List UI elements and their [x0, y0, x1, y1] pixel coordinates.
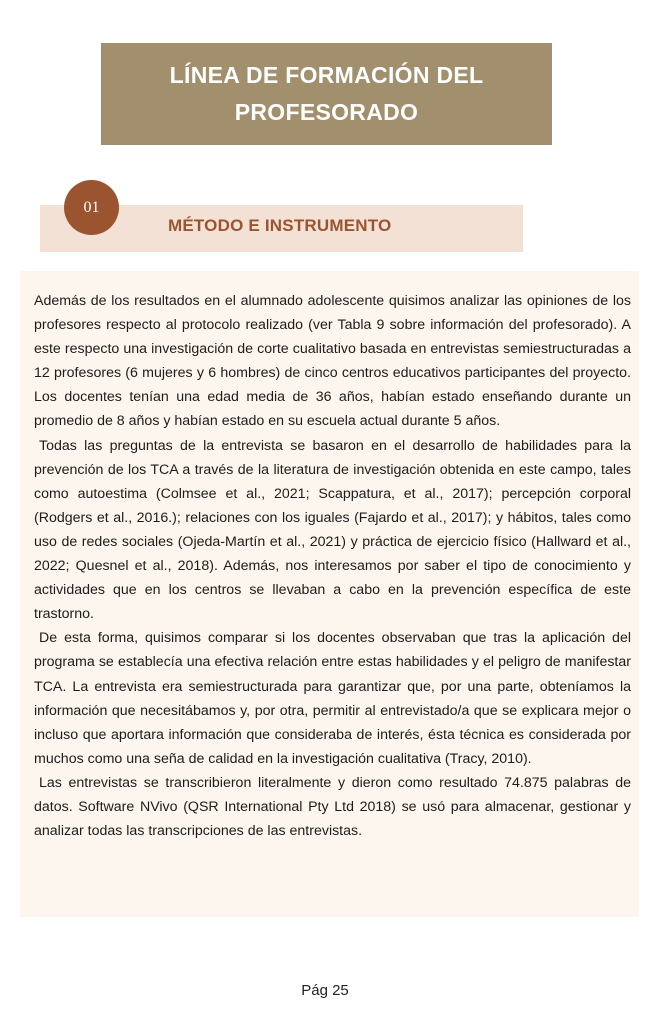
page-title-line1: LÍNEA DE FORMACIÓN DEL — [169, 62, 484, 88]
paragraph-3: De esta forma, quisimos comparar si los docentes observaban que tras la aplicación del programa se establecía una efectiva relación entre estas habilidades y el peligro de manifestar TCA. La entrevista era semiestructurada para garantizar que, por una parte, obteníamos la información que necesitábamos y, por otra, permitir al entrevistado/a que se explicara mejor o incluso que aportara información que consideraba de interés, ésta técnica es considerada por muchos como una seña de calidad en la investigación cualitativa (Tracy, 2010). — [34, 630, 631, 767]
paragraph-1: Además de los resultados en el alumnado adolescente quisimos analizar las opiniones de los profesores respecto al protocolo realizado (ver Tabla 9 sobre información del profesorado). A este respecto una investigación de corte cualitativo basada en entrevistas semiestructuradas a 12 profesores (6 mujeres y 6 hombres) de cinco centros educativos participantes del proyecto. Los docentes tenían una edad media de 36 años, habían estado enseñando durante un promedio de 8 años y habían estado en su escuela actual durante 5 años. — [34, 293, 631, 430]
page-number: Pág 25 — [301, 982, 349, 999]
paragraph-2: Todas las preguntas de la entrevista se basaron en el desarrollo de habilidades para la prevención de los TCA a través de la literatura de investigación obtenida en este campo, tales como autoestima (Colmsee et al., 2021; Scappatura, et al., 2017); percepción corporal (Rodgers et al., 2016.); relaciones con los iguales (Fajardo et al., 2017); y hábitos, tales como uso de redes sociales (Ojeda-Martín et al., 2021) y práctica de ejercicio físico (Hallward et al., 2022; Quesnel et al., 2018). Además, nos interesamos por saber el tipo de conocimiento y actividades que en los centros se llevaban a cabo en la prevención específica de este trastorno. — [34, 437, 631, 623]
paragraph-4: Las entrevistas se transcribieron literalmente y dieron como resultado 74.875 palabras de datos. Software NVivo (QSR International Pty Ltd 2018) se usó para almacenar, gestionar y analizar todas las transcripciones de las entrevistas. — [34, 774, 631, 840]
page-title — [157, 57, 497, 131]
section-title: MÉTODO E INSTRUMENTO — [168, 216, 392, 235]
page-title-line2: PROFESORADO — [234, 99, 419, 125]
body-text — [34, 289, 631, 843]
section-number-badge: 01 — [64, 180, 119, 235]
title-banner — [101, 43, 552, 145]
